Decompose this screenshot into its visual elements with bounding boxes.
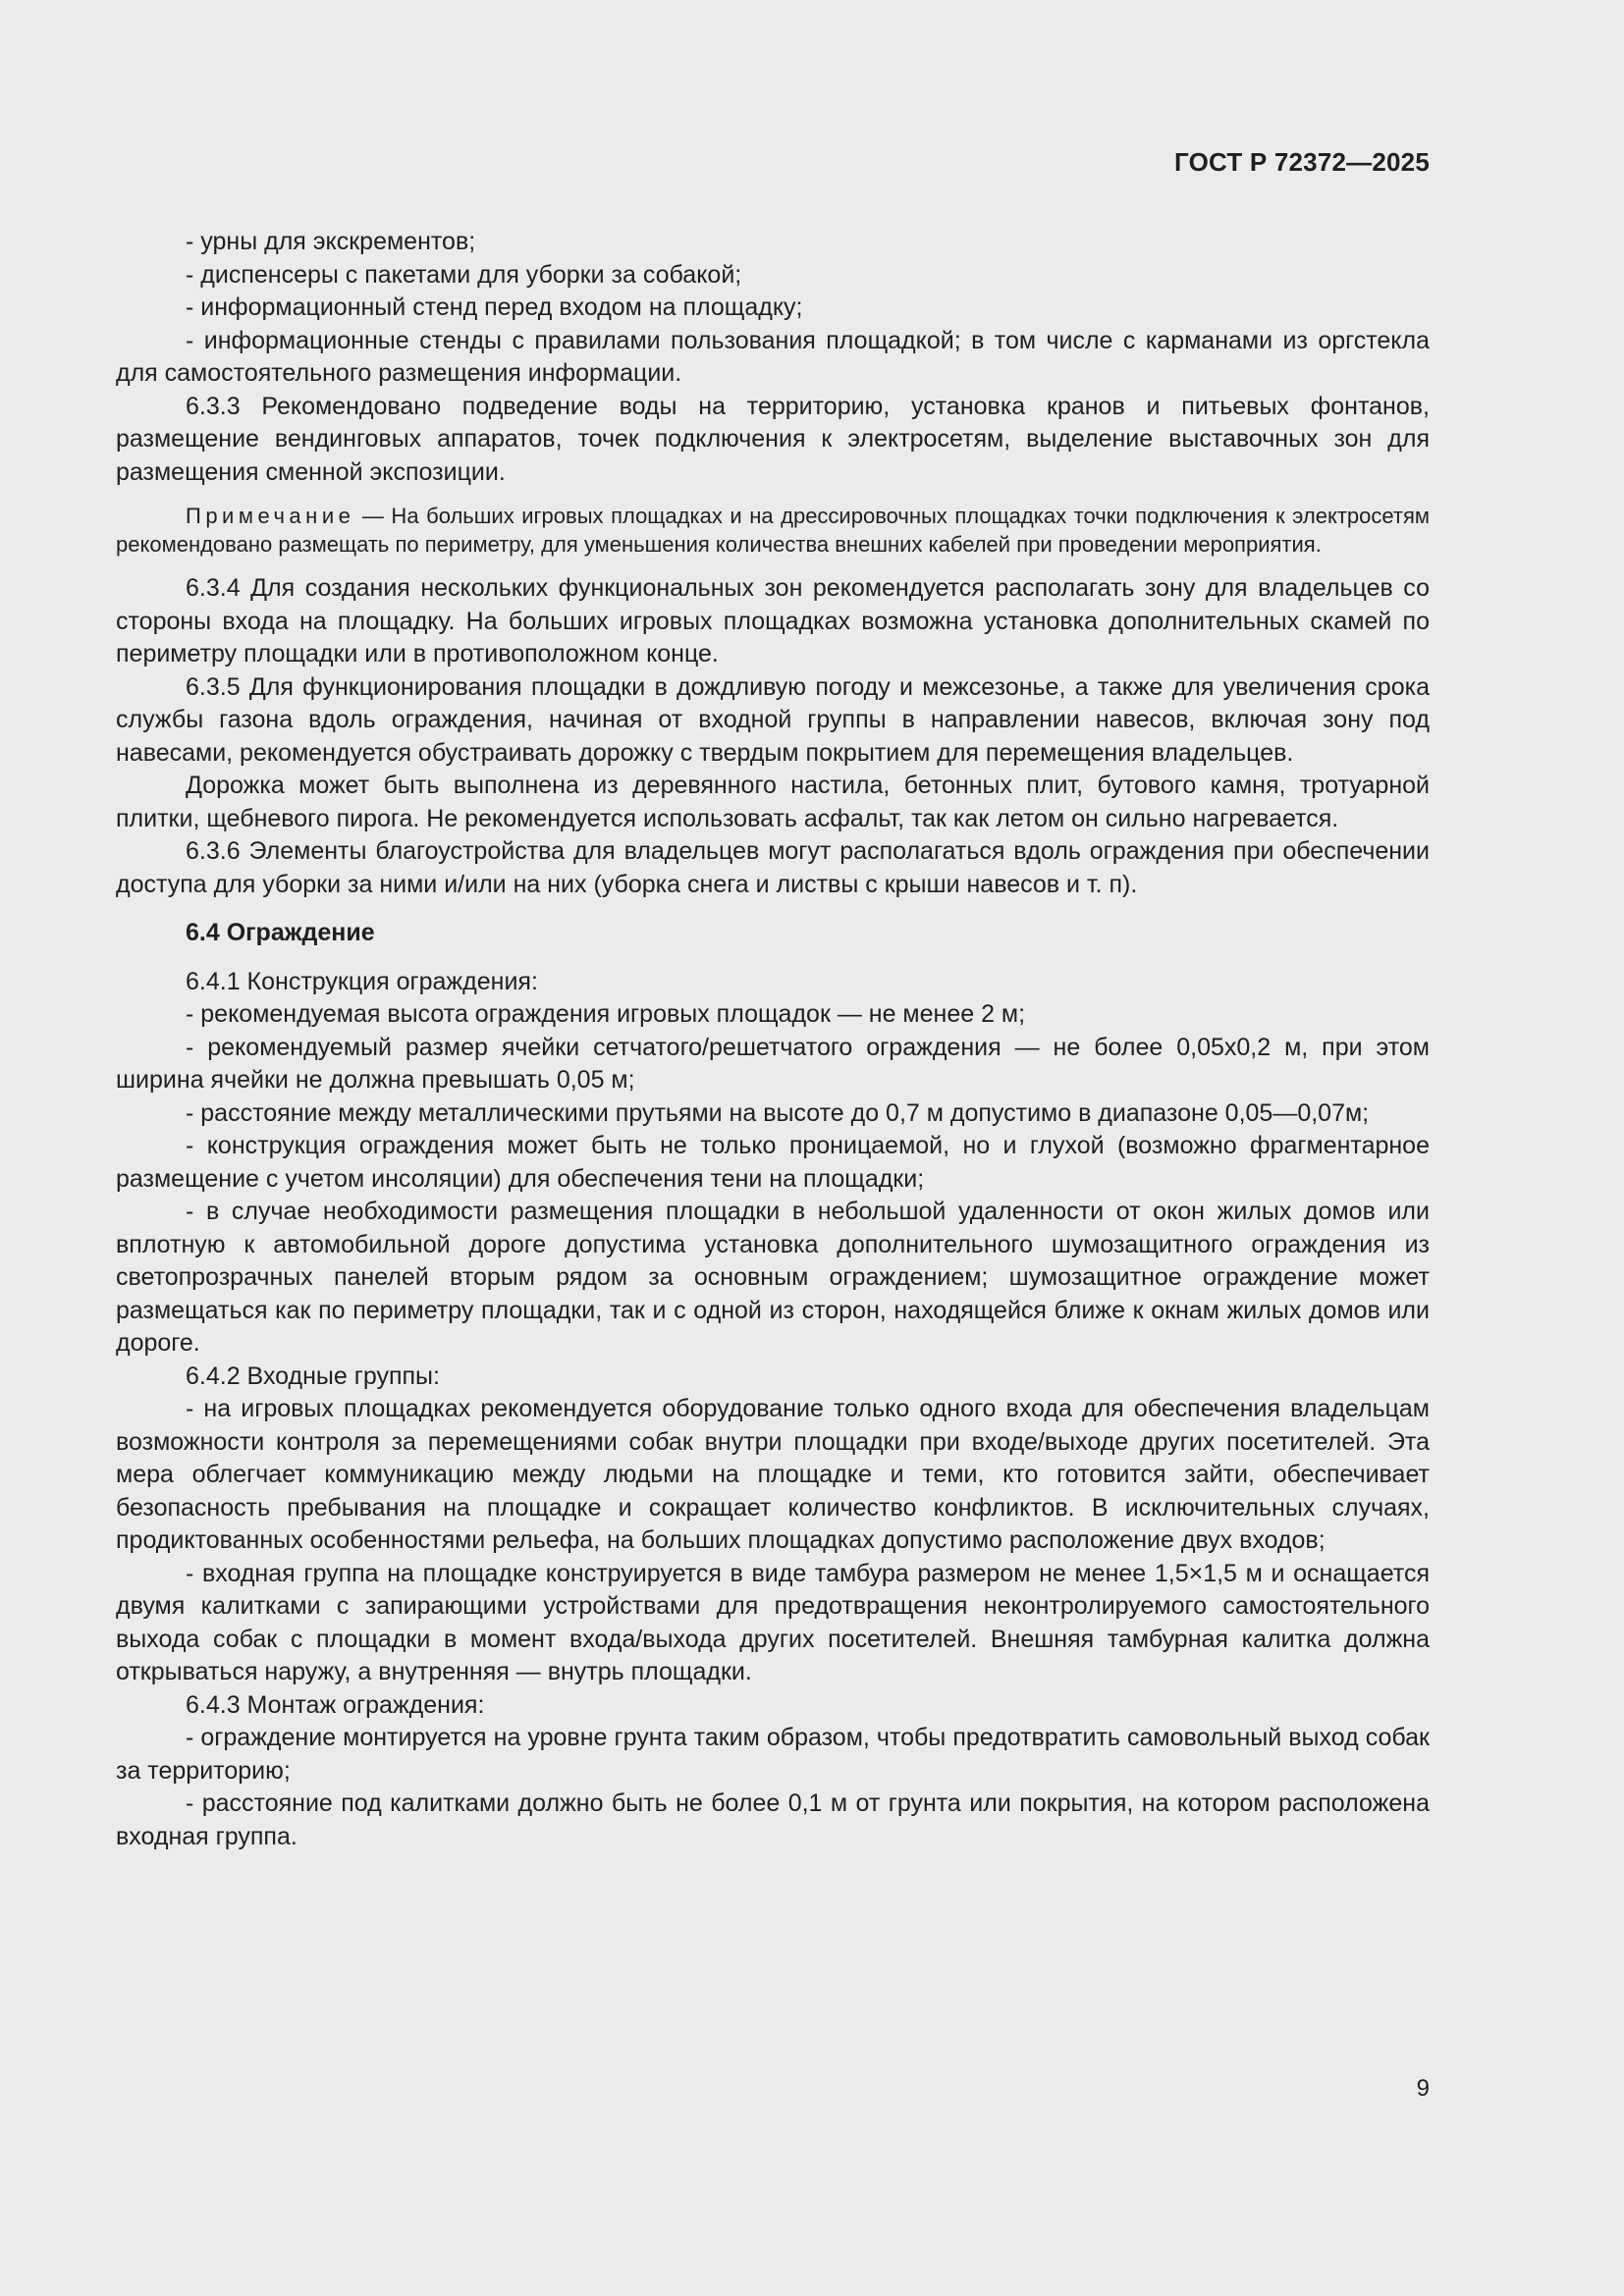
document-page — [116, 0, 1430, 2296]
clause-6-3-5: 6.3.5 Для функционирования площадки в дождливую погоду и межсезонье, а также для увеличения срока службы газона вдоль ограждения, начиная от входной группы в направлении навесов, включая зону под навесами, рекомендуется обустраивать дорожку с твердым покрытием для перемещения владельцев. — [116, 672, 1430, 767]
list-item: - расстояние между металлическими прутьями на высоте до 0,7 м допустимо в диапазоне 0,05—0,07м; — [186, 1098, 1370, 1127]
note-text: — На больших игровых площадках и на дрессировочных площадках точки подключения к электросетям рекомендовано размещать по периметру, для уменьшения количества внешних кабелей при проведении мероприятия. — [116, 504, 1430, 557]
list-item: - урны для экскрементов; — [186, 228, 476, 255]
list-item: - информационные стенды с правилами пользования площадкой; в том числе с карманами из оргстекла для самостоятельного размещения информации. — [116, 326, 1430, 387]
list-item: - рекомендуемая высота ограждения игровых площадок — не менее 2 м; — [186, 1000, 1026, 1028]
document-standard-id: ГОСТ Р 72372—2025 — [1174, 147, 1430, 177]
list-item: - информационный стенд перед входом на площадку; — [186, 294, 803, 321]
list-item: - расстояние под калитками должно быть не более 0,1 м от грунта или покрытия, на котором расположена входная группа. — [116, 1789, 1430, 1850]
list-item: - конструкция ограждения может быть не только проницаемой, но и глухой (возможно фрагментарное размещение с учетом инсоляции) для обеспечения тени на площадки; — [116, 1132, 1430, 1193]
list-item: - диспенсеры с пакетами для уборки за собакой; — [186, 260, 742, 289]
clause-6-3-4: 6.3.4 Для создания нескольких функциональных зон рекомендуется располагать зону для владельцев со стороны входа на площадку. На больших игровых площадках возможна установка дополнительных скамей по периметру площадки или в противоположном конце. — [116, 574, 1430, 667]
list-item: - на игровых площадках рекомендуется оборудование только одного входа для обеспечения владельцам возможности контроля за перемещениями собак внутри площадки при входе/выходе других посетителей. Эта мера облегчает коммуникацию между людьми на площадке и теми, кто готовится зайти, обеспечивает безопасность пребывания на площадке и сокращает количество конфликтов. В исключительных случаях, продиктованных особенностями рельефа, на больших площадках допустимо расположение двух входов; — [116, 1395, 1430, 1554]
clause-6-3-3: 6.3.3 Рекомендовано подведение воды на территорию, установка кранов и питьевых фонтанов, размещение вендинговых аппаратов, точек подключения к электросетям, выделение выставочных зон для размещения сменной экспозиции. — [116, 392, 1430, 486]
list-item: - ограждение монтируется на уровне грунта таким образом, чтобы предотвратить самовольный выход собак за территорию; — [116, 1724, 1430, 1785]
note-paragraph — [116, 502, 1430, 559]
list-item: - в случае необходимости размещения площадки в небольшой удаленности от окон жилых домов или вплотную к автомобильной дороге допустима установка дополнительного шумозащитного ограждения из светопрозрачных панелей вторым рядом за основным ограждением; шумозащитное ограждение может размещаться как по периметру площадки, так и с одной из сторон, находящейся ближе к окнам жилых домов или дороге. — [116, 1198, 1430, 1357]
paragraph: Дорожка может быть выполнена из деревянного настила, бетонных плит, бутового камня, тротуарной плитки, щебневого пирога. Не рекомендуется использовать асфальт, так как летом он сильно нагревается. — [116, 772, 1430, 832]
page-number: 9 — [1416, 2075, 1430, 2102]
document-body — [116, 226, 1430, 1853]
clause-6-4-2: 6.4.2 Входные группы: — [186, 1362, 440, 1390]
list-item: - рекомендуемый размер ячейки сетчатого/решетчатого ограждения — не более 0,05х0,2 м, при этом ширина ячейки не должна превышать 0,05 м; — [116, 1033, 1430, 1094]
section-heading: 6.4 Ограждение — [186, 919, 375, 946]
clause-6-4-3: 6.4.3 Монтаж ограждения: — [186, 1690, 485, 1719]
list-item: - входная группа на площадке конструируется в виде тамбура размером не менее 1,5×1,5 м и оснащается двумя калитками с запирающими устройствами для предотвращения неконтролируемого самостоятельного выхода собак с площадки в момент входа/выхода других посетителей. Внешняя тамбурная калитка должна открываться наружу, а внутренняя — внутрь площадки. — [116, 1559, 1430, 1685]
clause-6-3-6: 6.3.6 Элементы благоустройства для владельцев могут располагаться вдоль ограждения при обеспечении доступа для уборки за ними и/или на них (уборка снега и листвы с крыши навесов и т. п). — [116, 837, 1430, 898]
note-label: Примечание — [186, 504, 355, 528]
clause-6-4-1: 6.4.1 Конструкция ограждения: — [186, 967, 538, 995]
